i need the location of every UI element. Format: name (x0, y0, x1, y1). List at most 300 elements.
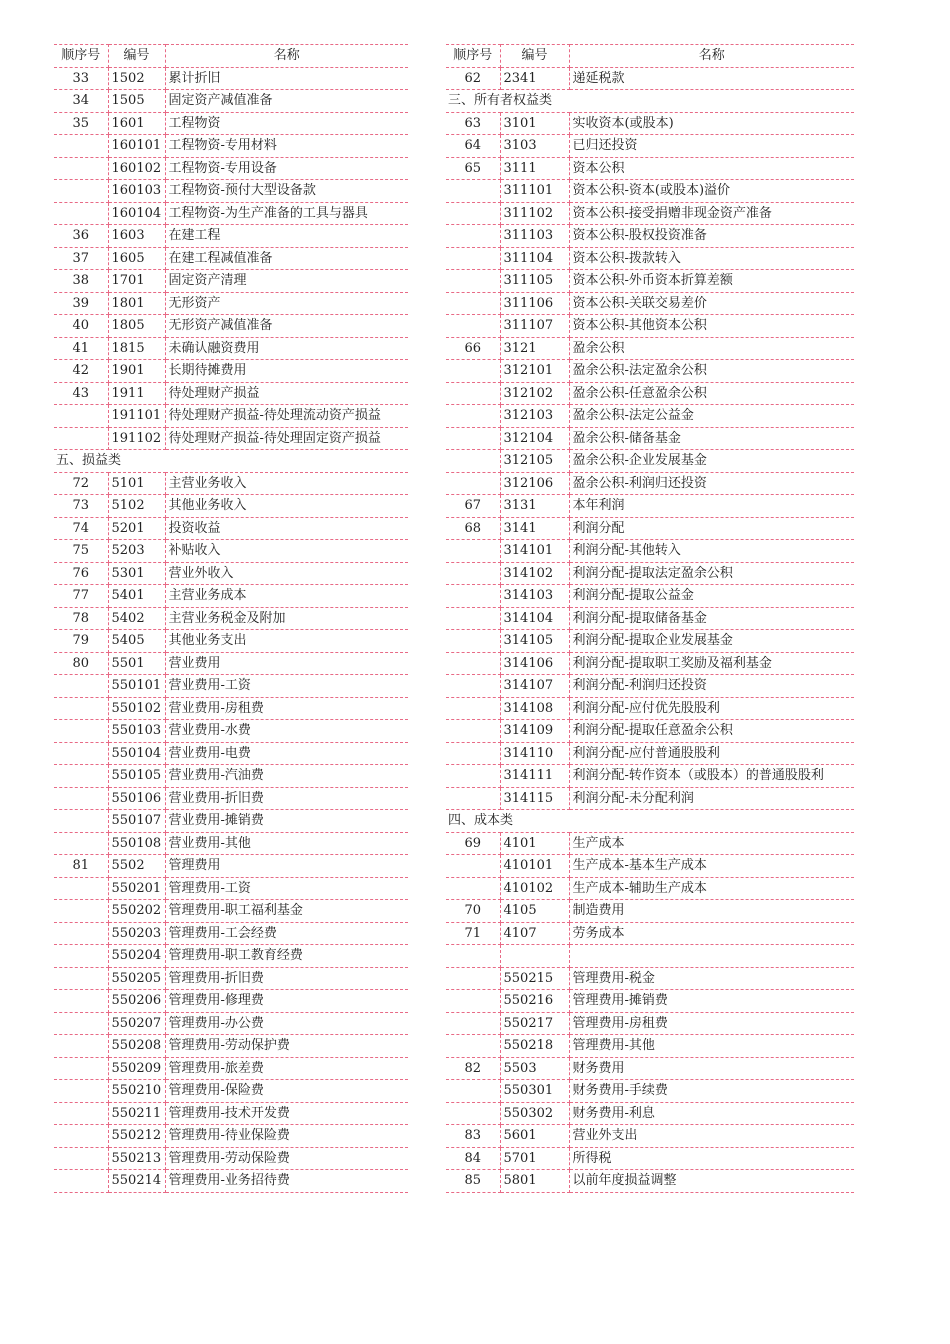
table-row (446, 1035, 854, 1058)
code-cell: 410102 (500, 877, 569, 900)
table-row (446, 180, 854, 203)
table-row (446, 517, 854, 540)
table-row (54, 967, 408, 990)
name-cell: 利润分配-转作资本（或股本）的普通股股利 (569, 765, 854, 788)
code-cell: 314110 (500, 742, 569, 765)
table-row (54, 630, 408, 653)
table-row (54, 562, 408, 585)
name-cell: 盈余公积-法定公益金 (569, 405, 854, 428)
name-cell: 资本公积-关联交易差价 (569, 292, 854, 315)
code-cell: 5601 (500, 1125, 569, 1148)
seq-cell: 41 (54, 337, 108, 360)
seq-cell (446, 202, 500, 225)
seq-cell (54, 877, 108, 900)
name-cell: 财务费用 (569, 1057, 854, 1080)
left-account-table (54, 44, 408, 1193)
table-row (446, 1170, 854, 1193)
seq-cell (54, 1102, 108, 1125)
seq-cell (446, 405, 500, 428)
seq-cell (446, 697, 500, 720)
section-row (54, 450, 408, 473)
table-row (54, 877, 408, 900)
code-cell: 311103 (500, 225, 569, 248)
seq-cell (54, 1080, 108, 1103)
code-cell: 314105 (500, 630, 569, 653)
code-cell: 311106 (500, 292, 569, 315)
seq-cell (54, 1035, 108, 1058)
name-cell: 递延税款 (569, 67, 854, 90)
code-cell: 312105 (500, 450, 569, 473)
table-row (54, 472, 408, 495)
seq-cell: 34 (54, 90, 108, 113)
name-cell: 资本公积-资本(或股本)溢价 (569, 180, 854, 203)
name-cell: 盈余公积-储备基金 (569, 427, 854, 450)
name-cell: 营业费用-汽油费 (165, 765, 408, 788)
name-cell: 待处理财产损益-待处理流动资产损益 (165, 405, 408, 428)
code-cell: 5501 (108, 652, 165, 675)
table-row (54, 517, 408, 540)
name-cell: 管理费用-劳动保险费 (165, 1147, 408, 1170)
name-cell: 利润分配 (569, 517, 854, 540)
table-row (446, 765, 854, 788)
code-cell: 550209 (108, 1057, 165, 1080)
name-cell: 未确认融资费用 (165, 337, 408, 360)
header-code: 编号 (108, 45, 165, 68)
seq-cell: 66 (446, 337, 500, 360)
name-cell: 制造费用 (569, 900, 854, 923)
code-cell: 191101 (108, 405, 165, 428)
header-name: 名称 (569, 45, 854, 68)
right-table-body (446, 45, 854, 1193)
seq-cell: 82 (446, 1057, 500, 1080)
table-row (446, 225, 854, 248)
name-cell: 固定资产清理 (165, 270, 408, 293)
seq-cell: 36 (54, 225, 108, 248)
code-cell: 314111 (500, 765, 569, 788)
table-row (446, 450, 854, 473)
table-row (446, 720, 854, 743)
code-cell: 1605 (108, 247, 165, 270)
seq-cell (54, 135, 108, 158)
table-row (54, 990, 408, 1013)
seq-cell (446, 877, 500, 900)
name-cell: 已归还投资 (569, 135, 854, 158)
code-cell: 550205 (108, 967, 165, 990)
code-cell: 1601 (108, 112, 165, 135)
seq-cell: 63 (446, 112, 500, 135)
seq-cell (446, 630, 500, 653)
name-cell: 资本公积-股权投资准备 (569, 225, 854, 248)
seq-cell (446, 472, 500, 495)
code-cell: 311105 (500, 270, 569, 293)
table-row (446, 652, 854, 675)
seq-cell: 35 (54, 112, 108, 135)
code-cell: 550215 (500, 967, 569, 990)
code-cell: 3111 (500, 157, 569, 180)
table-row (446, 292, 854, 315)
seq-cell: 85 (446, 1170, 500, 1193)
table-row (54, 67, 408, 90)
name-cell: 管理费用-旅差费 (165, 1057, 408, 1080)
code-cell: 312101 (500, 360, 569, 383)
name-cell: 营业费用-摊销费 (165, 810, 408, 833)
seq-cell (446, 270, 500, 293)
table-row (54, 157, 408, 180)
header-seq: 顺序号 (54, 45, 108, 68)
table-row (54, 427, 408, 450)
seq-cell: 70 (446, 900, 500, 923)
name-cell: 在建工程减值准备 (165, 247, 408, 270)
table-row (54, 112, 408, 135)
section-row (446, 810, 854, 833)
name-cell: 营业费用-其他 (165, 832, 408, 855)
table-row (54, 270, 408, 293)
code-cell: 314108 (500, 697, 569, 720)
seq-cell (446, 225, 500, 248)
seq-cell (446, 607, 500, 630)
table-row (446, 472, 854, 495)
code-cell: 5402 (108, 607, 165, 630)
table-row (446, 787, 854, 810)
code-cell: 312104 (500, 427, 569, 450)
code-cell: 160103 (108, 180, 165, 203)
table-row (54, 607, 408, 630)
table-row (446, 315, 854, 338)
code-cell: 314101 (500, 540, 569, 563)
table-row (446, 990, 854, 1013)
table-row (54, 315, 408, 338)
table-row (54, 180, 408, 203)
name-cell: 生产成本-辅助生产成本 (569, 877, 854, 900)
code-cell: 314102 (500, 562, 569, 585)
section-title: 三、所有者权益类 (446, 90, 854, 113)
name-cell: 长期待摊费用 (165, 360, 408, 383)
table-row (54, 1057, 408, 1080)
table-row (54, 945, 408, 968)
name-cell: 待处理财产损益-待处理固定资产损益 (165, 427, 408, 450)
name-cell: 无形资产减值准备 (165, 315, 408, 338)
table-row (54, 360, 408, 383)
code-cell: 314109 (500, 720, 569, 743)
code-cell: 1911 (108, 382, 165, 405)
table-row (446, 855, 854, 878)
name-cell: 营业费用-折旧费 (165, 787, 408, 810)
code-cell: 550107 (108, 810, 165, 833)
seq-cell: 71 (446, 922, 500, 945)
code-cell: 5701 (500, 1147, 569, 1170)
seq-cell: 76 (54, 562, 108, 585)
name-cell: 管理费用-职工教育经费 (165, 945, 408, 968)
code-cell: 160101 (108, 135, 165, 158)
name-cell: 资本公积-其他资本公积 (569, 315, 854, 338)
seq-cell: 37 (54, 247, 108, 270)
table-row (446, 945, 854, 968)
code-cell: 5203 (108, 540, 165, 563)
code-cell: 1603 (108, 225, 165, 248)
seq-cell (446, 742, 500, 765)
name-cell: 利润分配-利润归还投资 (569, 675, 854, 698)
table-row (54, 135, 408, 158)
table-row (446, 270, 854, 293)
table-row (446, 157, 854, 180)
code-cell: 5101 (108, 472, 165, 495)
seq-cell: 62 (446, 67, 500, 90)
seq-cell (54, 1170, 108, 1193)
seq-cell: 69 (446, 832, 500, 855)
table-row (54, 1147, 408, 1170)
seq-cell (446, 990, 500, 1013)
seq-cell (446, 1080, 500, 1103)
code-cell: 550104 (108, 742, 165, 765)
table-row (446, 832, 854, 855)
seq-cell: 64 (446, 135, 500, 158)
seq-cell: 67 (446, 495, 500, 518)
seq-cell (446, 787, 500, 810)
table-row (54, 675, 408, 698)
table-row (446, 247, 854, 270)
name-cell: 盈余公积-企业发展基金 (569, 450, 854, 473)
table-row (54, 832, 408, 855)
code-cell: 3101 (500, 112, 569, 135)
name-cell: 利润分配-提取企业发展基金 (569, 630, 854, 653)
table-row (54, 787, 408, 810)
name-cell: 利润分配-应付优先股股利 (569, 697, 854, 720)
table-row (446, 675, 854, 698)
name-cell: 营业费用-房租费 (165, 697, 408, 720)
seq-cell (54, 765, 108, 788)
seq-cell (446, 967, 500, 990)
table-row (446, 67, 854, 90)
table-row (54, 337, 408, 360)
header-row (446, 45, 854, 68)
name-cell: 盈余公积 (569, 337, 854, 360)
code-cell: 160104 (108, 202, 165, 225)
table-row (446, 742, 854, 765)
table-row (54, 720, 408, 743)
name-cell: 管理费用-房租费 (569, 1012, 854, 1035)
name-cell (569, 945, 854, 968)
name-cell: 财务费用-利息 (569, 1102, 854, 1125)
table-row (446, 1147, 854, 1170)
table-row (54, 810, 408, 833)
name-cell: 管理费用-折旧费 (165, 967, 408, 990)
code-cell: 314115 (500, 787, 569, 810)
table-row (54, 742, 408, 765)
table-row (446, 1057, 854, 1080)
seq-cell (446, 720, 500, 743)
name-cell: 利润分配-提取公益金 (569, 585, 854, 608)
name-cell: 资本公积-外币资本折算差额 (569, 270, 854, 293)
name-cell: 固定资产减值准备 (165, 90, 408, 113)
seq-cell: 33 (54, 67, 108, 90)
table-row (54, 585, 408, 608)
seq-cell (54, 900, 108, 923)
code-cell: 1801 (108, 292, 165, 315)
name-cell: 本年利润 (569, 495, 854, 518)
table-row (54, 765, 408, 788)
section-title: 五、损益类 (54, 450, 408, 473)
table-row (54, 1012, 408, 1035)
table-row (446, 967, 854, 990)
name-cell: 管理费用-技术开发费 (165, 1102, 408, 1125)
seq-cell (446, 585, 500, 608)
table-row (54, 697, 408, 720)
code-cell: 550213 (108, 1147, 165, 1170)
table-row (54, 247, 408, 270)
seq-cell (446, 315, 500, 338)
seq-cell (54, 720, 108, 743)
seq-cell: 75 (54, 540, 108, 563)
name-cell: 主营业务收入 (165, 472, 408, 495)
table-row (446, 427, 854, 450)
seq-cell: 68 (446, 517, 500, 540)
name-cell: 营业费用-电费 (165, 742, 408, 765)
seq-cell (446, 1102, 500, 1125)
code-cell: 311104 (500, 247, 569, 270)
seq-cell (446, 450, 500, 473)
seq-cell (54, 405, 108, 428)
code-cell: 4107 (500, 922, 569, 945)
code-cell: 550202 (108, 900, 165, 923)
code-cell: 550211 (108, 1102, 165, 1125)
code-cell: 5102 (108, 495, 165, 518)
name-cell: 生产成本-基本生产成本 (569, 855, 854, 878)
code-cell: 5801 (500, 1170, 569, 1193)
table-row (446, 630, 854, 653)
code-cell: 5301 (108, 562, 165, 585)
code-cell: 191102 (108, 427, 165, 450)
left-table-body (54, 45, 408, 1193)
seq-cell: 39 (54, 292, 108, 315)
code-cell: 550210 (108, 1080, 165, 1103)
table-row (446, 202, 854, 225)
table-row (446, 382, 854, 405)
code-cell: 1505 (108, 90, 165, 113)
name-cell: 营业外支出 (569, 1125, 854, 1148)
code-cell: 550102 (108, 697, 165, 720)
seq-cell (54, 945, 108, 968)
name-cell: 工程物资-专用材料 (165, 135, 408, 158)
name-cell: 工程物资-专用设备 (165, 157, 408, 180)
seq-cell: 38 (54, 270, 108, 293)
name-cell: 以前年度损益调整 (569, 1170, 854, 1193)
table-row (446, 607, 854, 630)
name-cell: 投资收益 (165, 517, 408, 540)
code-cell: 550101 (108, 675, 165, 698)
name-cell: 劳务成本 (569, 922, 854, 945)
table-row (54, 1102, 408, 1125)
name-cell: 管理费用-工会经费 (165, 922, 408, 945)
code-cell: 160102 (108, 157, 165, 180)
name-cell: 待处理财产损益 (165, 382, 408, 405)
code-cell (500, 945, 569, 968)
right-account-table (446, 44, 854, 1193)
section-title: 四、成本类 (446, 810, 854, 833)
code-cell: 312103 (500, 405, 569, 428)
code-cell: 550201 (108, 877, 165, 900)
seq-cell (54, 697, 108, 720)
name-cell: 工程物资-预付大型设备款 (165, 180, 408, 203)
seq-cell (446, 1012, 500, 1035)
code-cell: 550301 (500, 1080, 569, 1103)
table-row (54, 540, 408, 563)
code-cell: 550207 (108, 1012, 165, 1035)
seq-cell (446, 652, 500, 675)
name-cell: 管理费用 (165, 855, 408, 878)
seq-cell (54, 157, 108, 180)
name-cell: 利润分配-提取法定盈余公积 (569, 562, 854, 585)
table-row (446, 877, 854, 900)
name-cell: 利润分配-其他转入 (569, 540, 854, 563)
seq-cell: 43 (54, 382, 108, 405)
name-cell: 营业费用-工资 (165, 675, 408, 698)
header-seq: 顺序号 (446, 45, 500, 68)
code-cell: 5405 (108, 630, 165, 653)
code-cell: 3121 (500, 337, 569, 360)
name-cell: 在建工程 (165, 225, 408, 248)
seq-cell (446, 855, 500, 878)
seq-cell (54, 922, 108, 945)
seq-cell (54, 742, 108, 765)
table-row (446, 1125, 854, 1148)
name-cell: 管理费用-待业保险费 (165, 1125, 408, 1148)
code-cell: 410101 (500, 855, 569, 878)
table-row (54, 1035, 408, 1058)
table-row (54, 495, 408, 518)
table-row (54, 855, 408, 878)
code-cell: 550302 (500, 1102, 569, 1125)
table-row (446, 562, 854, 585)
table-row (54, 405, 408, 428)
seq-cell (446, 675, 500, 698)
code-cell: 550216 (500, 990, 569, 1013)
name-cell: 所得税 (569, 1147, 854, 1170)
seq-cell (54, 1125, 108, 1148)
name-cell: 管理费用-劳动保护费 (165, 1035, 408, 1058)
seq-cell (446, 1035, 500, 1058)
name-cell: 其他业务收入 (165, 495, 408, 518)
name-cell: 管理费用-摊销费 (569, 990, 854, 1013)
code-cell: 3141 (500, 517, 569, 540)
code-cell: 550105 (108, 765, 165, 788)
code-cell: 312102 (500, 382, 569, 405)
seq-cell (446, 765, 500, 788)
seq-cell (446, 382, 500, 405)
seq-cell (54, 675, 108, 698)
seq-cell: 74 (54, 517, 108, 540)
name-cell: 利润分配-提取储备基金 (569, 607, 854, 630)
seq-cell (446, 180, 500, 203)
seq-cell: 78 (54, 607, 108, 630)
table-row (446, 900, 854, 923)
code-cell: 311101 (500, 180, 569, 203)
name-cell: 主营业务税金及附加 (165, 607, 408, 630)
table-row (446, 112, 854, 135)
code-cell: 1815 (108, 337, 165, 360)
seq-cell (54, 967, 108, 990)
name-cell: 生产成本 (569, 832, 854, 855)
code-cell: 550217 (500, 1012, 569, 1035)
code-cell: 4105 (500, 900, 569, 923)
table-row (54, 202, 408, 225)
name-cell: 主营业务成本 (165, 585, 408, 608)
table-row (54, 90, 408, 113)
seq-cell (54, 427, 108, 450)
code-cell: 2341 (500, 67, 569, 90)
name-cell: 营业外收入 (165, 562, 408, 585)
code-cell: 550214 (108, 1170, 165, 1193)
name-cell: 利润分配-提取任意盈余公积 (569, 720, 854, 743)
